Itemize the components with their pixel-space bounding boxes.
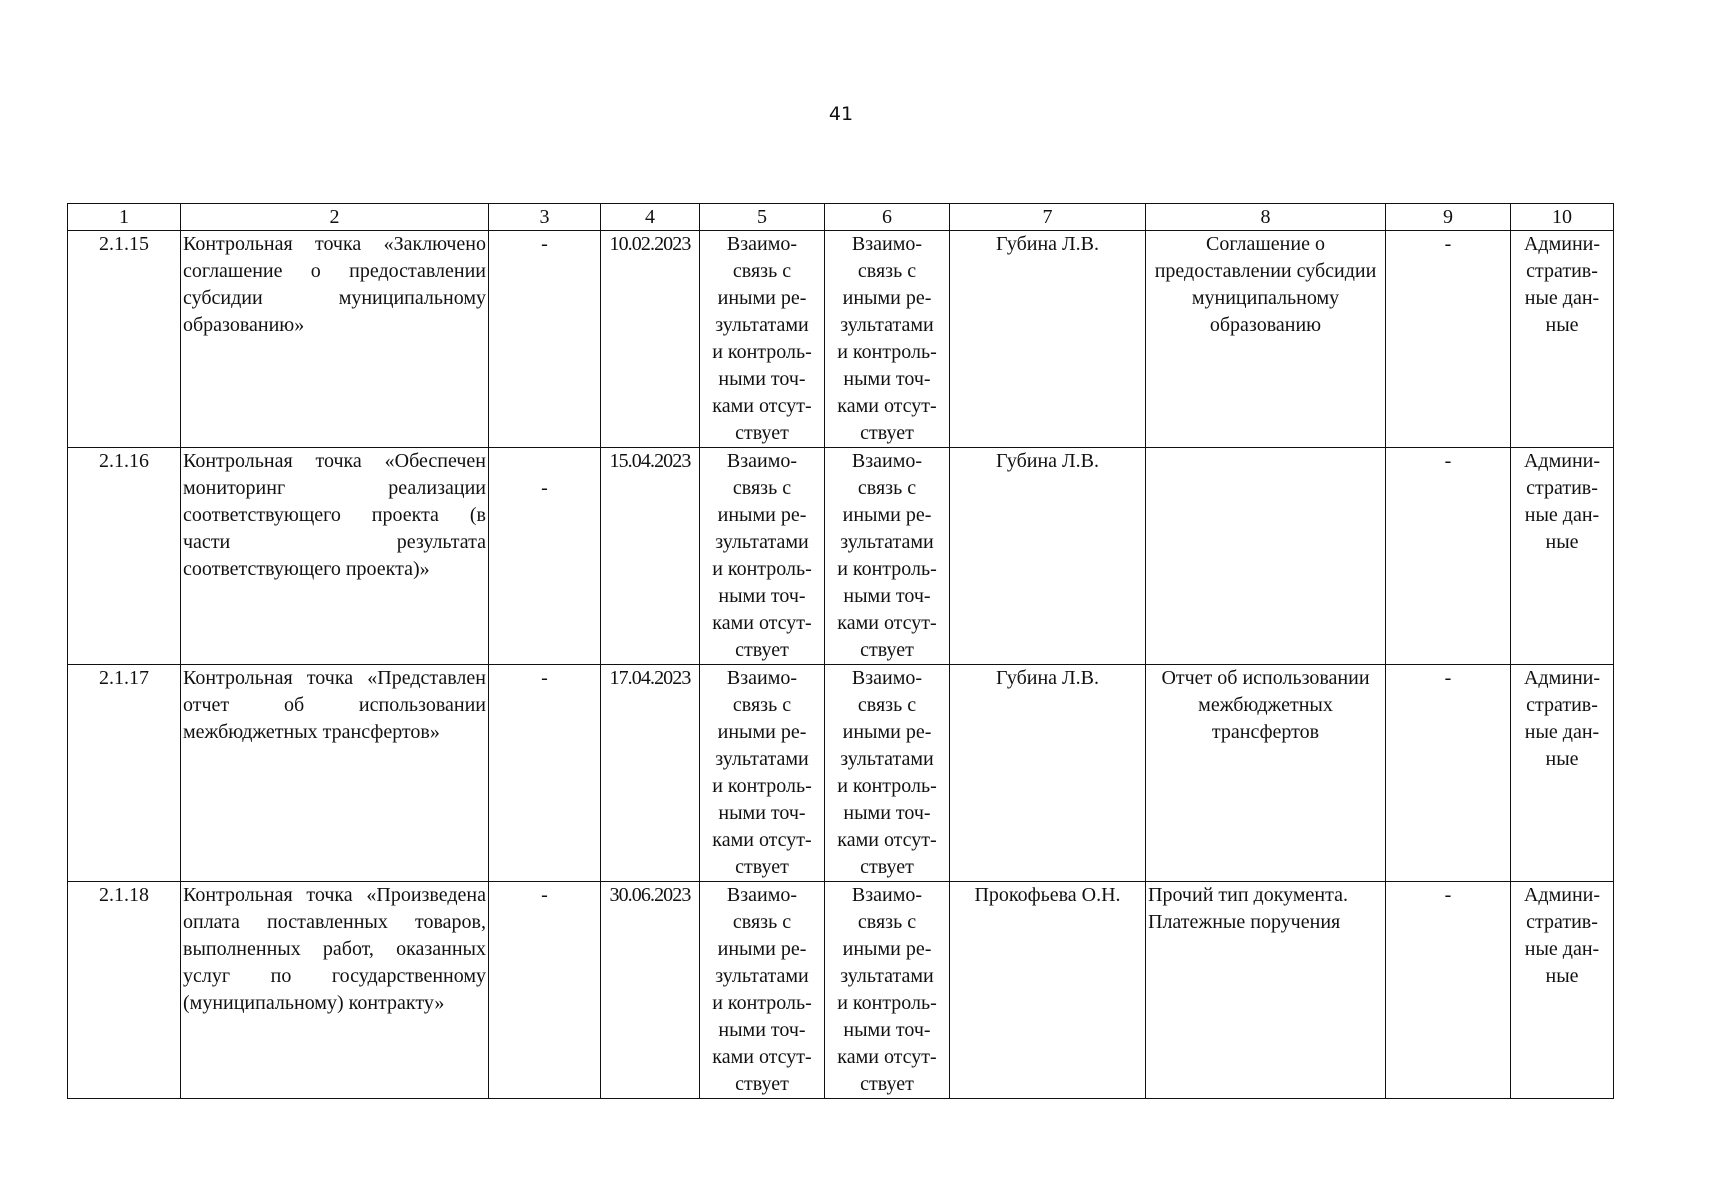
relation-text-col6: Взаимо- связь с иными ре- зультатами и контроль- ными точ- ками отсут- ствует: [825, 231, 950, 448]
confirming-document: Соглашение о предоставлении субсидии муниципальному образованию: [1146, 231, 1386, 448]
column-header-4: 4: [601, 204, 700, 231]
due-date: 30.06.2023: [601, 882, 700, 1099]
due-date: 17.04.2023: [601, 665, 700, 882]
confirming-document: Отчет об использовании межбюджетных трансфертов: [1146, 665, 1386, 882]
information-source: Админи- стратив- ные дан- ные: [1511, 665, 1614, 882]
relation-text-col5: Взаимо- связь с иными ре- зультатами и контроль- ными точ- ками отсут- ствует: [700, 448, 825, 665]
control-points-table: [67, 203, 1614, 1099]
column-9-value: -: [1386, 448, 1511, 665]
table-row: [68, 665, 1614, 882]
column-header-7: 7: [950, 204, 1146, 231]
page-number: 41: [828, 103, 854, 125]
responsible-person: Прокофьева О.Н.: [950, 882, 1146, 1099]
column-header-8: 8: [1146, 204, 1386, 231]
responsible-person: Губина Л.В.: [950, 231, 1146, 448]
header-row: [68, 204, 1614, 231]
relation-text-col6: Взаимо- связь с иными ре- зультатами и контроль- ными точ- ками отсут- ствует: [825, 448, 950, 665]
column-9-value: -: [1386, 665, 1511, 882]
column-header-3: 3: [489, 204, 601, 231]
information-source: Админи- стратив- ные дан- ные: [1511, 882, 1614, 1099]
column-header-2: 2: [181, 204, 489, 231]
column-header-9: 9: [1386, 204, 1511, 231]
control-point-description: Контрольная точка «Заключено соглашение о предоставлении субсидии муниципальному образованию»: [181, 231, 489, 448]
responsible-person: Губина Л.В.: [950, 665, 1146, 882]
relation-text-col5: Взаимо- связь с иными ре- зультатами и контроль- ными точ- ками отсут- ствует: [700, 665, 825, 882]
information-source: Админи- стратив- ные дан- ные: [1511, 231, 1614, 448]
column-header-1: 1: [68, 204, 181, 231]
relation-text-col6: Взаимо- связь с иными ре- зультатами и контроль- ными точ- ками отсут- ствует: [825, 882, 950, 1099]
table-row: [68, 231, 1614, 448]
column-9-value: -: [1386, 231, 1511, 448]
information-source: Админи- стратив- ные дан- ные: [1511, 448, 1614, 665]
column-header-6: 6: [825, 204, 950, 231]
row-number: 2.1.16: [68, 448, 181, 665]
row-number: 2.1.18: [68, 882, 181, 1099]
due-date: 15.04.2023: [601, 448, 700, 665]
control-point-description: Контрольная точка «Произведена оплата поставленных товаров, выполненных работ, оказанных услуг по государственному (муниципальному) контракту»: [181, 882, 489, 1099]
control-point-description: Контрольная точка «Представлен отчет об использовании межбюджетных трансфертов»: [181, 665, 489, 882]
responsible-person: Губина Л.В.: [950, 448, 1146, 665]
column-3-value: -: [489, 448, 601, 665]
relation-text-col5: Взаимо- связь с иными ре- зультатами и контроль- ными точ- ками отсут- ствует: [700, 231, 825, 448]
row-number: 2.1.15: [68, 231, 181, 448]
confirming-document: Прочий тип документа. Платежные поручения: [1146, 882, 1386, 1099]
column-3-value: -: [489, 665, 601, 882]
table-row: [68, 882, 1614, 1099]
column-3-value: -: [489, 231, 601, 448]
relation-text-col6: Взаимо- связь с иными ре- зультатами и контроль- ными точ- ками отсут- ствует: [825, 665, 950, 882]
control-point-description: Контрольная точка «Обеспечен мониторинг реализации соответствующего проекта (в части результата соответствующего проекта)»: [181, 448, 489, 665]
table-row: [68, 448, 1614, 665]
row-number: 2.1.17: [68, 665, 181, 882]
column-header-5: 5: [700, 204, 825, 231]
due-date: 10.02.2023: [601, 231, 700, 448]
relation-text-col5: Взаимо- связь с иными ре- зультатами и контроль- ными точ- ками отсут- ствует: [700, 882, 825, 1099]
confirming-document: [1146, 448, 1386, 665]
column-9-value: -: [1386, 882, 1511, 1099]
column-3-value: -: [489, 882, 601, 1099]
column-header-10: 10: [1511, 204, 1614, 231]
